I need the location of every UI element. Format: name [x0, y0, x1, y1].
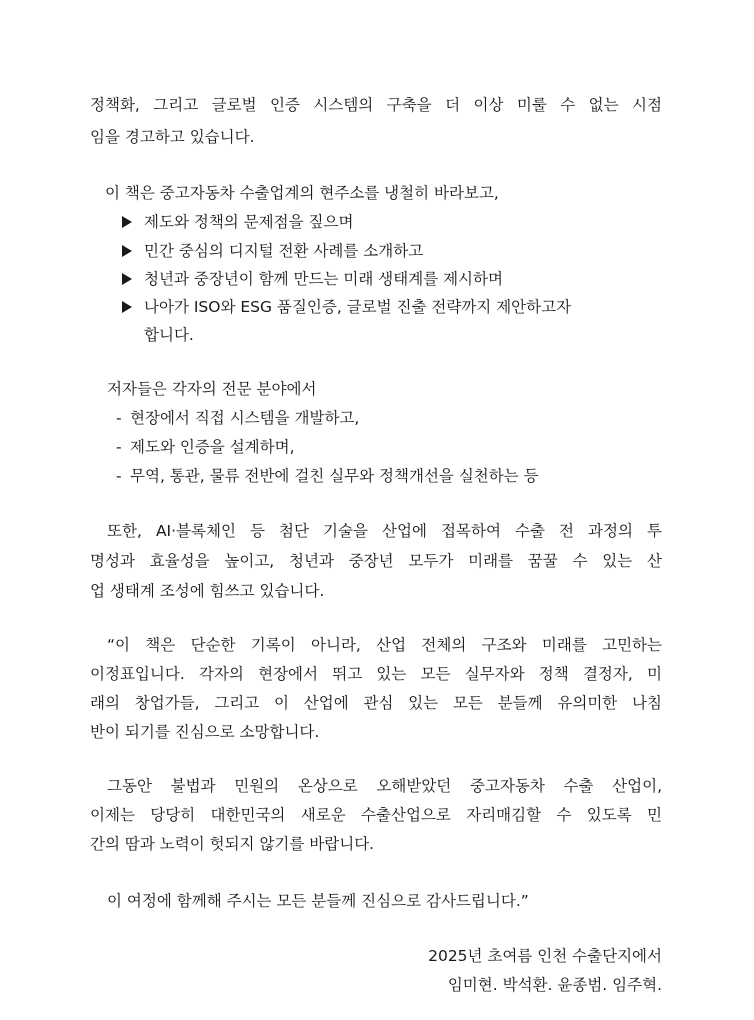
tech-line-2: 명성과 효율성을 높이고, 청년과 중장년 모두가 미래를 꿈꿀 수 있는 산 [90, 552, 662, 570]
dash-marker: - [116, 438, 122, 456]
book-bullet-text: 민간 중심의 디지털 전환 사례를 소개하고 [144, 242, 424, 260]
book-bullet [122, 296, 571, 320]
book-bullet [122, 211, 353, 235]
quote-line-1: “이 책은 단순한 기록이 아니라, 산업 전체의 구조와 미래를 고민하는 [107, 636, 662, 654]
signature-place-date: 2025년 초여름 인천 수출단지에서 [428, 947, 662, 965]
triangle-bullet-icon [122, 273, 132, 285]
tech-line-1: 또한, AI·블록체인 등 첨단 기술을 산업에 접목하여 수출 전 과정의 투 [107, 522, 662, 540]
intro-line-1: 정책화, 그리고 글로벌 인증 시스템의 구축을 더 이상 미룰 수 없는 시점 [90, 96, 662, 114]
book-bullet-text: 청년과 중장년이 함께 만드는 미래 생태계를 제시하며 [144, 270, 503, 288]
book-bullet-text: 나아가 ISO와 ESG 품질인증, 글로벌 진출 전략까지 제안하고자 [144, 298, 572, 316]
hope-line-2: 이제는 당당히 대한민국의 새로운 수출산업으로 자리매김할 수 있도록 민 [90, 806, 662, 824]
intro-line-2: 임을 경고하고 있습니다. [90, 128, 255, 146]
quote-line-4: 반이 되기를 진심으로 소망합니다. [90, 723, 320, 741]
authors-item [116, 407, 359, 431]
signature-names: 임미현. 박석환. 윤종범. 임주혁. [447, 976, 662, 994]
triangle-bullet-icon [122, 245, 132, 257]
authors-item [116, 436, 295, 460]
authors-item [116, 465, 539, 489]
hope-line-3: 간의 땀과 노력이 헛되지 않기를 바랍니다. [90, 835, 375, 853]
dash-marker: - [116, 467, 122, 485]
authors-item-text: 현장에서 직접 시스템을 개발하고, [130, 409, 360, 427]
triangle-bullet-icon [122, 301, 132, 313]
tech-line-3: 업 생태계 조성에 힘쓰고 있습니다. [90, 582, 325, 600]
book-bullet [122, 240, 423, 264]
triangle-bullet-icon [122, 216, 132, 228]
book-bullet [122, 268, 503, 292]
book-lead: 이 책은 중고자동차 수출업계의 현주소를 냉철히 바라보고, [105, 184, 499, 202]
dash-marker: - [116, 409, 122, 427]
book-bullet-continuation: 합니다. [144, 326, 194, 344]
authors-lead: 저자들은 각자의 전문 분야에서 [107, 380, 317, 398]
thanks-line: 이 여정에 함께해 주시는 모든 분들께 진심으로 감사드립니다.” [107, 892, 529, 910]
authors-item-text: 제도와 인증을 설계하며, [130, 438, 295, 456]
authors-item-text: 무역, 통관, 물류 전반에 걸친 실무와 정책개선을 실천하는 등 [130, 467, 539, 485]
book-bullet-text: 제도와 정책의 문제점을 짚으며 [144, 213, 354, 231]
quote-line-3: 래의 창업가들, 그리고 이 산업에 관심 있는 모든 분들께 유의미한 나침 [90, 694, 662, 712]
quote-line-2: 이정표입니다. 각자의 현장에서 뛰고 있는 모든 실무자와 정책 결정자, 미 [90, 665, 662, 683]
hope-line-1: 그동안 불법과 민원의 온상으로 오해받았던 중고자동차 수출 산업이, [107, 777, 662, 795]
